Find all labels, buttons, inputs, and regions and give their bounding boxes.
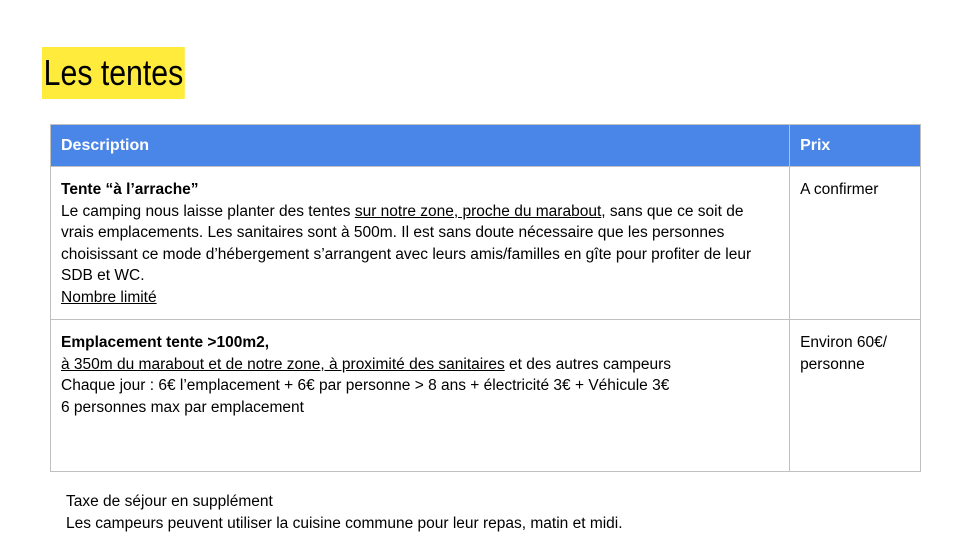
page-title: Les tentes	[42, 47, 185, 99]
footnotes	[66, 491, 623, 534]
body-text-continued: , sans que ce soit de vrais emplacements. Les sanitaires sont à 500m. Il est sans doute nécessaire que les personnes choisissant ce mode d’hébergement s’arrangent avec leurs amis/familles en gîte pour profiter de leur SDB et WC.	[61, 202, 752, 284]
table-row	[51, 320, 921, 472]
row-body	[61, 201, 779, 287]
body-text: Le camping nous laisse planter des tentes	[61, 202, 355, 220]
row-description	[51, 320, 790, 472]
row-location	[61, 354, 779, 376]
table-header-row	[51, 125, 921, 167]
footnote-tax: Taxe de séjour en supplément	[66, 493, 273, 510]
row-title: Tente “à l’arrache”	[61, 181, 199, 198]
location-underlined: à 350m du marabout et de notre zone, à proximité des sanitaires	[61, 355, 505, 373]
row-description	[51, 167, 790, 320]
footnote-kitchen: Les campeurs peuvent utiliser la cuisine commune pour leur repas, matin et midi.	[66, 514, 623, 532]
location-rest: et des autres campeurs	[504, 355, 672, 373]
header-description: Description	[51, 125, 790, 167]
row-price: Environ 60€/ personne	[790, 320, 921, 472]
zone-link: sur notre zone, proche du marabout	[354, 202, 602, 220]
pricing-table	[50, 124, 921, 472]
row-title: Emplacement tente >100m2,	[61, 334, 270, 351]
row-price: A confirmer	[790, 167, 921, 320]
header-price: Prix	[790, 125, 921, 167]
limited-note: Nombre limité	[61, 288, 157, 306]
table-row	[51, 167, 921, 320]
max-people: 6 personnes max par emplacement	[61, 398, 304, 416]
daily-cost: Chaque jour : 6€ l’emplacement + 6€ par personne > 8 ans + électricité 3€ + Véhicule 3€	[61, 377, 670, 394]
